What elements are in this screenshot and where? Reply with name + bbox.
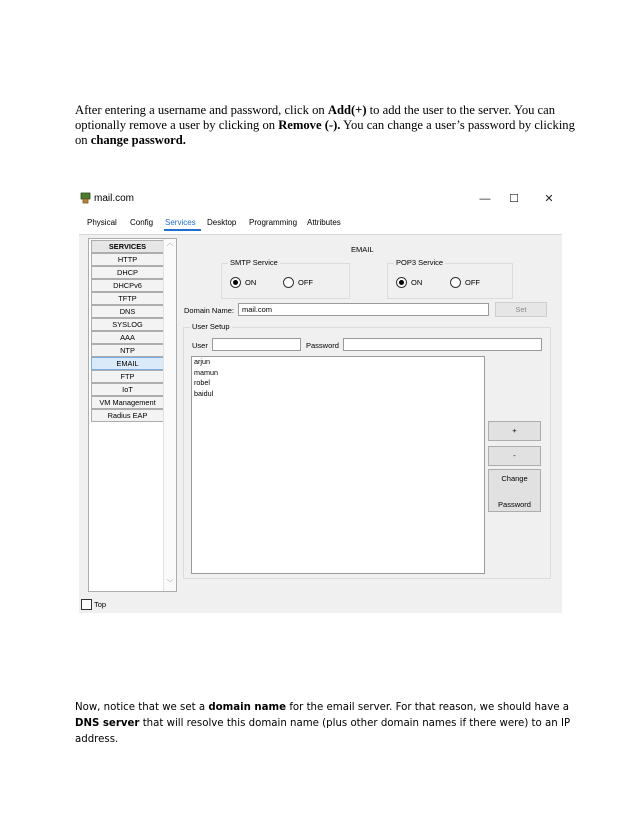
para1-bold-change: change password. — [90, 133, 186, 147]
smtp-service-title: SMTP Service — [230, 258, 278, 267]
para1-text-3: You can change a user’s password by clicking on — [75, 118, 575, 147]
service-vm-management[interactable]: VM Management — [91, 396, 164, 409]
para2-bold-dns: DNS server — [75, 718, 140, 729]
services-client-area — [79, 234, 562, 613]
smtp-off-radio[interactable] — [283, 277, 294, 288]
domain-name-label: Domain Name: — [184, 306, 235, 315]
service-ftp[interactable]: FTP — [91, 370, 164, 383]
smtp-off-label: OFF — [298, 278, 313, 287]
smtp-on-label: ON — [245, 278, 257, 287]
tab-programming[interactable]: Programming — [249, 218, 298, 227]
tab-config[interactable]: Config — [130, 218, 154, 227]
tab-attributes[interactable]: Attributes — [307, 218, 341, 227]
list-item[interactable]: robel — [194, 378, 210, 387]
service-dhcpv6[interactable]: DHCPv6 — [91, 279, 164, 292]
services-list — [88, 238, 177, 592]
para1-text-2: to add the user to the server. You can optionally remove a user by clicking on — [75, 103, 556, 132]
top-checkbox-label: Top — [94, 600, 107, 609]
list-item[interactable]: mamun — [194, 367, 218, 377]
instruction-paragraph — [75, 103, 575, 148]
radio-selected-dot — [399, 280, 404, 285]
service-dns[interactable]: DNS — [91, 305, 164, 318]
tab-services[interactable]: Services — [165, 218, 196, 227]
pop3-service-title: POP3 Service — [396, 258, 444, 267]
scroll-up-icon[interactable]: ︿ — [166, 240, 174, 247]
remove-user-button[interactable]: - — [488, 446, 541, 466]
packet-tracer-window — [76, 189, 563, 613]
services-header: SERVICES — [91, 240, 164, 253]
radio-selected-dot — [233, 280, 238, 285]
add-user-button[interactable]: + — [488, 421, 541, 441]
domain-name-input[interactable]: mail.com — [238, 303, 489, 316]
minimize-button[interactable]: — — [479, 193, 491, 205]
user-label: User — [192, 341, 208, 350]
list-item[interactable]: arjun — [194, 357, 210, 366]
top-checkbox[interactable] — [81, 599, 92, 610]
para2-text-2: for the email server. For that reason, we should have a — [286, 702, 569, 713]
close-button[interactable]: ✕ — [544, 193, 554, 205]
service-http[interactable]: HTTP — [91, 253, 164, 266]
pop3-off-label: OFF — [465, 278, 480, 287]
service-iot[interactable]: IoT — [91, 383, 164, 396]
change-password-button[interactable] — [488, 469, 541, 512]
user-setup-group — [183, 322, 551, 579]
service-dhcp[interactable]: DHCP — [91, 266, 164, 279]
tab-physical[interactable]: Physical — [87, 218, 117, 227]
maximize-button[interactable]: ☐ — [509, 193, 519, 205]
pop3-off-radio[interactable] — [450, 277, 461, 288]
server-app-icon — [80, 192, 93, 205]
change-password-line2: Password — [498, 500, 531, 509]
para2-bold-domain: domain name — [208, 702, 287, 713]
set-button[interactable]: Set — [495, 302, 547, 317]
service-syslog[interactable]: SYSLOG — [91, 318, 164, 331]
service-radius-eap[interactable]: Radius EAP — [91, 409, 164, 422]
title-bar — [76, 189, 563, 209]
tab-desktop[interactable]: Desktop — [207, 218, 237, 227]
dns-note-paragraph — [75, 700, 575, 748]
password-input[interactable] — [343, 338, 542, 351]
pop3-on-label: ON — [411, 278, 423, 287]
pop3-on-radio[interactable] — [396, 277, 407, 288]
service-aaa[interactable]: AAA — [91, 331, 164, 344]
tab-bar — [76, 215, 563, 233]
service-tftp[interactable]: TFTP — [91, 292, 164, 305]
user-input[interactable] — [212, 338, 301, 351]
user-setup-title: User Setup — [192, 322, 230, 331]
smtp-service-group — [221, 258, 350, 299]
window-title: mail.com — [94, 193, 135, 204]
para1-bold-remove: Remove (-). — [278, 118, 341, 132]
services-scrollbar[interactable] — [163, 239, 176, 591]
pop3-service-group — [387, 258, 513, 299]
active-tab-indicator — [164, 229, 201, 231]
list-item[interactable]: baidul — [194, 388, 214, 398]
para2-text-3: that will resolve this domain name (plus other domain names if there were) to an IP address. — [75, 718, 571, 745]
para2-text-1: Now, notice that we set a — [75, 702, 209, 713]
para1-bold-add: Add(+) — [327, 103, 367, 117]
service-ntp[interactable]: NTP — [91, 344, 164, 357]
service-email[interactable]: EMAIL — [91, 357, 164, 370]
para1-text-1: After entering a username and password, click on — [75, 103, 328, 117]
change-password-line1: Change — [501, 474, 528, 483]
smtp-on-radio[interactable] — [230, 277, 241, 288]
password-label: Password — [306, 341, 339, 350]
user-list[interactable] — [191, 356, 485, 574]
scroll-down-icon[interactable]: ﹀ — [166, 580, 174, 587]
email-heading: EMAIL — [351, 245, 374, 254]
